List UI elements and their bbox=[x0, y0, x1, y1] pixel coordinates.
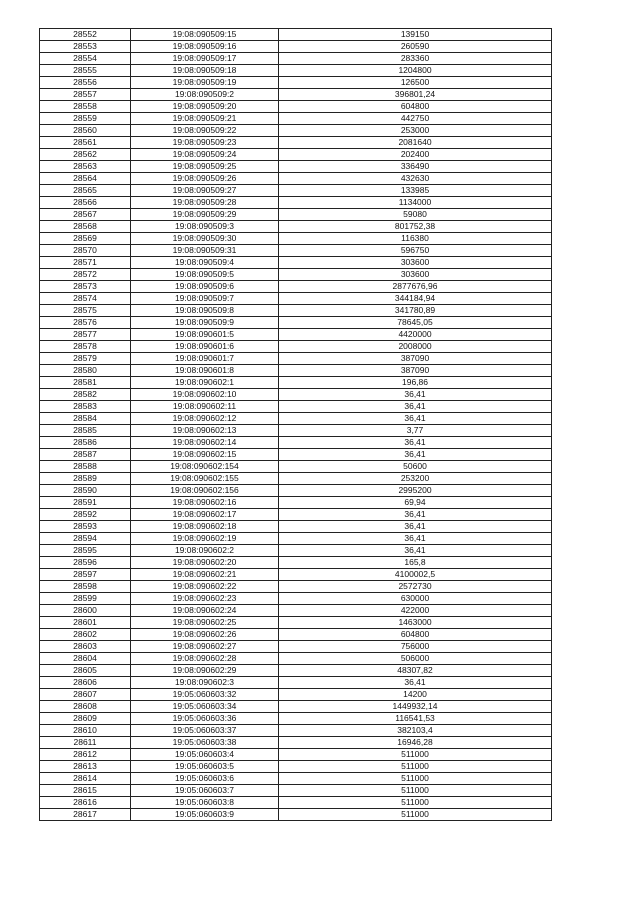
table-row bbox=[40, 797, 552, 809]
value-cell: 1463000 bbox=[279, 617, 552, 629]
row-number-cell: 28616 bbox=[40, 797, 131, 809]
value-cell: 2995200 bbox=[279, 485, 552, 497]
value-cell: 253200 bbox=[279, 473, 552, 485]
cadastral-number-cell: 19:08:090602:10 bbox=[131, 389, 279, 401]
table-row bbox=[40, 605, 552, 617]
row-number-cell: 28593 bbox=[40, 521, 131, 533]
cadastral-number-cell: 19:08:090602:23 bbox=[131, 593, 279, 605]
table-row bbox=[40, 593, 552, 605]
row-number-cell: 28556 bbox=[40, 77, 131, 89]
row-number-cell: 28601 bbox=[40, 617, 131, 629]
cadastral-number-cell: 19:05:060603:8 bbox=[131, 797, 279, 809]
cadastral-number-cell: 19:08:090509:18 bbox=[131, 65, 279, 77]
value-cell: 387090 bbox=[279, 365, 552, 377]
cadastral-number-cell: 19:08:090601:6 bbox=[131, 341, 279, 353]
value-cell: 36,41 bbox=[279, 449, 552, 461]
row-number-cell: 28611 bbox=[40, 737, 131, 749]
table-row bbox=[40, 161, 552, 173]
row-number-cell: 28595 bbox=[40, 545, 131, 557]
table-row bbox=[40, 701, 552, 713]
table-row bbox=[40, 137, 552, 149]
row-number-cell: 28607 bbox=[40, 689, 131, 701]
cadastral-number-cell: 19:05:060603:4 bbox=[131, 749, 279, 761]
cadastral-number-cell: 19:08:090509:25 bbox=[131, 161, 279, 173]
value-cell: 596750 bbox=[279, 245, 552, 257]
cadastral-number-cell: 19:08:090509:27 bbox=[131, 185, 279, 197]
cadastral-number-cell: 19:05:060603:37 bbox=[131, 725, 279, 737]
cadastral-number-cell: 19:08:090602:26 bbox=[131, 629, 279, 641]
cadastral-number-cell: 19:08:090602:27 bbox=[131, 641, 279, 653]
row-number-cell: 28554 bbox=[40, 53, 131, 65]
row-number-cell: 28615 bbox=[40, 785, 131, 797]
value-cell: 36,41 bbox=[279, 545, 552, 557]
table-row bbox=[40, 497, 552, 509]
row-number-cell: 28617 bbox=[40, 809, 131, 821]
row-number-cell: 28596 bbox=[40, 557, 131, 569]
value-cell: 116380 bbox=[279, 233, 552, 245]
cadastral-number-cell: 19:08:090509:7 bbox=[131, 293, 279, 305]
row-number-cell: 28573 bbox=[40, 281, 131, 293]
table-row bbox=[40, 29, 552, 41]
table-row bbox=[40, 641, 552, 653]
table-row bbox=[40, 485, 552, 497]
value-cell: 36,41 bbox=[279, 413, 552, 425]
row-number-cell: 28568 bbox=[40, 221, 131, 233]
table-row bbox=[40, 569, 552, 581]
table-row bbox=[40, 401, 552, 413]
row-number-cell: 28561 bbox=[40, 137, 131, 149]
value-cell: 511000 bbox=[279, 749, 552, 761]
value-cell: 126500 bbox=[279, 77, 552, 89]
value-cell: 36,41 bbox=[279, 533, 552, 545]
table-row bbox=[40, 125, 552, 137]
row-number-cell: 28563 bbox=[40, 161, 131, 173]
row-number-cell: 28586 bbox=[40, 437, 131, 449]
row-number-cell: 28562 bbox=[40, 149, 131, 161]
value-cell: 14200 bbox=[279, 689, 552, 701]
value-cell: 139150 bbox=[279, 29, 552, 41]
table-row bbox=[40, 581, 552, 593]
cadastral-number-cell: 19:08:090601:8 bbox=[131, 365, 279, 377]
cadastral-number-cell: 19:05:060603:5 bbox=[131, 761, 279, 773]
value-cell: 506000 bbox=[279, 653, 552, 665]
value-cell: 604800 bbox=[279, 101, 552, 113]
table-row bbox=[40, 185, 552, 197]
table-row bbox=[40, 725, 552, 737]
row-number-cell: 28578 bbox=[40, 341, 131, 353]
row-number-cell: 28613 bbox=[40, 761, 131, 773]
table-row bbox=[40, 89, 552, 101]
cadastral-number-cell: 19:08:090509:8 bbox=[131, 305, 279, 317]
table-row bbox=[40, 77, 552, 89]
cadastral-number-cell: 19:08:090509:24 bbox=[131, 149, 279, 161]
row-number-cell: 28576 bbox=[40, 317, 131, 329]
table-row bbox=[40, 365, 552, 377]
row-number-cell: 28552 bbox=[40, 29, 131, 41]
row-number-cell: 28604 bbox=[40, 653, 131, 665]
value-cell: 2877676,96 bbox=[279, 281, 552, 293]
table-row bbox=[40, 809, 552, 821]
table-row bbox=[40, 305, 552, 317]
row-number-cell: 28589 bbox=[40, 473, 131, 485]
value-cell: 442750 bbox=[279, 113, 552, 125]
row-number-cell: 28560 bbox=[40, 125, 131, 137]
table-row bbox=[40, 269, 552, 281]
cadastral-number-cell: 19:08:090509:20 bbox=[131, 101, 279, 113]
row-number-cell: 28569 bbox=[40, 233, 131, 245]
table-row bbox=[40, 53, 552, 65]
table-row bbox=[40, 389, 552, 401]
table-row bbox=[40, 209, 552, 221]
row-number-cell: 28584 bbox=[40, 413, 131, 425]
table-row bbox=[40, 197, 552, 209]
cadastral-number-cell: 19:08:090509:17 bbox=[131, 53, 279, 65]
table-row bbox=[40, 461, 552, 473]
row-number-cell: 28594 bbox=[40, 533, 131, 545]
cadastral-number-cell: 19:08:090602:29 bbox=[131, 665, 279, 677]
row-number-cell: 28610 bbox=[40, 725, 131, 737]
row-number-cell: 28598 bbox=[40, 581, 131, 593]
table-row bbox=[40, 65, 552, 77]
row-number-cell: 28603 bbox=[40, 641, 131, 653]
cadastral-number-cell: 19:08:090509:16 bbox=[131, 41, 279, 53]
value-cell: 344184,94 bbox=[279, 293, 552, 305]
row-number-cell: 28565 bbox=[40, 185, 131, 197]
table-row bbox=[40, 617, 552, 629]
table-row bbox=[40, 713, 552, 725]
value-cell: 69,94 bbox=[279, 497, 552, 509]
row-number-cell: 28602 bbox=[40, 629, 131, 641]
value-cell: 116541,53 bbox=[279, 713, 552, 725]
table-row bbox=[40, 113, 552, 125]
row-number-cell: 28591 bbox=[40, 497, 131, 509]
table-row bbox=[40, 41, 552, 53]
cadastral-number-cell: 19:08:090509:5 bbox=[131, 269, 279, 281]
value-cell: 422000 bbox=[279, 605, 552, 617]
value-cell: 253000 bbox=[279, 125, 552, 137]
cadastral-number-cell: 19:08:090509:22 bbox=[131, 125, 279, 137]
cadastral-number-cell: 19:05:060603:7 bbox=[131, 785, 279, 797]
table-row bbox=[40, 449, 552, 461]
table-row bbox=[40, 377, 552, 389]
table-row bbox=[40, 533, 552, 545]
cadastral-number-cell: 19:08:090509:9 bbox=[131, 317, 279, 329]
row-number-cell: 28558 bbox=[40, 101, 131, 113]
value-cell: 336490 bbox=[279, 161, 552, 173]
cadastral-number-cell: 19:08:090509:31 bbox=[131, 245, 279, 257]
table-row bbox=[40, 509, 552, 521]
value-cell: 511000 bbox=[279, 809, 552, 821]
table-row bbox=[40, 557, 552, 569]
value-cell: 604800 bbox=[279, 629, 552, 641]
value-cell: 283360 bbox=[279, 53, 552, 65]
row-number-cell: 28599 bbox=[40, 593, 131, 605]
row-number-cell: 28570 bbox=[40, 245, 131, 257]
cadastral-number-cell: 19:08:090602:156 bbox=[131, 485, 279, 497]
table-row bbox=[40, 329, 552, 341]
value-cell: 511000 bbox=[279, 797, 552, 809]
table-row bbox=[40, 281, 552, 293]
row-number-cell: 28557 bbox=[40, 89, 131, 101]
data-table bbox=[39, 28, 552, 821]
value-cell: 133985 bbox=[279, 185, 552, 197]
table-row bbox=[40, 245, 552, 257]
value-cell: 196,86 bbox=[279, 377, 552, 389]
cadastral-number-cell: 19:08:090602:16 bbox=[131, 497, 279, 509]
table-row bbox=[40, 437, 552, 449]
value-cell: 801752,38 bbox=[279, 221, 552, 233]
cadastral-number-cell: 19:08:090602:25 bbox=[131, 617, 279, 629]
row-number-cell: 28587 bbox=[40, 449, 131, 461]
table-row bbox=[40, 677, 552, 689]
cadastral-number-cell: 19:05:060603:38 bbox=[131, 737, 279, 749]
cadastral-number-cell: 19:08:090602:19 bbox=[131, 533, 279, 545]
row-number-cell: 28583 bbox=[40, 401, 131, 413]
row-number-cell: 28612 bbox=[40, 749, 131, 761]
cadastral-number-cell: 19:08:090602:28 bbox=[131, 653, 279, 665]
table-row bbox=[40, 257, 552, 269]
row-number-cell: 28571 bbox=[40, 257, 131, 269]
row-number-cell: 28609 bbox=[40, 713, 131, 725]
row-number-cell: 28580 bbox=[40, 365, 131, 377]
cadastral-number-cell: 19:08:090602:11 bbox=[131, 401, 279, 413]
cadastral-number-cell: 19:08:090602:154 bbox=[131, 461, 279, 473]
cadastral-number-cell: 19:05:060603:36 bbox=[131, 713, 279, 725]
table-row bbox=[40, 293, 552, 305]
cadastral-number-cell: 19:08:090509:4 bbox=[131, 257, 279, 269]
table-row bbox=[40, 101, 552, 113]
cadastral-number-cell: 19:08:090602:20 bbox=[131, 557, 279, 569]
row-number-cell: 28566 bbox=[40, 197, 131, 209]
row-number-cell: 28575 bbox=[40, 305, 131, 317]
row-number-cell: 28574 bbox=[40, 293, 131, 305]
row-number-cell: 28608 bbox=[40, 701, 131, 713]
value-cell: 36,41 bbox=[279, 401, 552, 413]
value-cell: 4100002,5 bbox=[279, 569, 552, 581]
cadastral-number-cell: 19:08:090509:15 bbox=[131, 29, 279, 41]
value-cell: 36,41 bbox=[279, 509, 552, 521]
cadastral-number-cell: 19:08:090602:17 bbox=[131, 509, 279, 521]
cadastral-number-cell: 19:08:090509:21 bbox=[131, 113, 279, 125]
value-cell: 303600 bbox=[279, 257, 552, 269]
value-cell: 303600 bbox=[279, 269, 552, 281]
cadastral-number-cell: 19:08:090602:1 bbox=[131, 377, 279, 389]
cadastral-number-cell: 19:08:090509:3 bbox=[131, 221, 279, 233]
row-number-cell: 28606 bbox=[40, 677, 131, 689]
cadastral-number-cell: 19:08:090602:18 bbox=[131, 521, 279, 533]
table-body bbox=[40, 29, 552, 821]
value-cell: 511000 bbox=[279, 773, 552, 785]
value-cell: 48307,82 bbox=[279, 665, 552, 677]
value-cell: 396801,24 bbox=[279, 89, 552, 101]
table-row bbox=[40, 149, 552, 161]
value-cell: 36,41 bbox=[279, 677, 552, 689]
table-row bbox=[40, 413, 552, 425]
value-cell: 50600 bbox=[279, 461, 552, 473]
table-row bbox=[40, 173, 552, 185]
row-number-cell: 28559 bbox=[40, 113, 131, 125]
value-cell: 511000 bbox=[279, 761, 552, 773]
cadastral-number-cell: 19:05:060603:32 bbox=[131, 689, 279, 701]
value-cell: 36,41 bbox=[279, 389, 552, 401]
table-row bbox=[40, 317, 552, 329]
cadastral-number-cell: 19:08:090602:155 bbox=[131, 473, 279, 485]
row-number-cell: 28581 bbox=[40, 377, 131, 389]
value-cell: 165,8 bbox=[279, 557, 552, 569]
value-cell: 756000 bbox=[279, 641, 552, 653]
value-cell: 36,41 bbox=[279, 437, 552, 449]
cadastral-number-cell: 19:08:090509:19 bbox=[131, 77, 279, 89]
table-row bbox=[40, 545, 552, 557]
table-row bbox=[40, 233, 552, 245]
table-row bbox=[40, 665, 552, 677]
value-cell: 16946,28 bbox=[279, 737, 552, 749]
value-cell: 387090 bbox=[279, 353, 552, 365]
row-number-cell: 28567 bbox=[40, 209, 131, 221]
cadastral-number-cell: 19:08:090509:28 bbox=[131, 197, 279, 209]
table-row bbox=[40, 353, 552, 365]
cadastral-number-cell: 19:08:090601:7 bbox=[131, 353, 279, 365]
row-number-cell: 28555 bbox=[40, 65, 131, 77]
value-cell: 511000 bbox=[279, 785, 552, 797]
value-cell: 2081640 bbox=[279, 137, 552, 149]
value-cell: 59080 bbox=[279, 209, 552, 221]
value-cell: 1134000 bbox=[279, 197, 552, 209]
value-cell: 3,77 bbox=[279, 425, 552, 437]
cadastral-number-cell: 19:08:090509:2 bbox=[131, 89, 279, 101]
row-number-cell: 28585 bbox=[40, 425, 131, 437]
cadastral-number-cell: 19:08:090602:22 bbox=[131, 581, 279, 593]
table-row bbox=[40, 629, 552, 641]
cadastral-number-cell: 19:08:090602:12 bbox=[131, 413, 279, 425]
table-row bbox=[40, 785, 552, 797]
cadastral-number-cell: 19:05:060603:6 bbox=[131, 773, 279, 785]
row-number-cell: 28564 bbox=[40, 173, 131, 185]
value-cell: 36,41 bbox=[279, 521, 552, 533]
row-number-cell: 28577 bbox=[40, 329, 131, 341]
row-number-cell: 28553 bbox=[40, 41, 131, 53]
table-row bbox=[40, 221, 552, 233]
value-cell: 2572730 bbox=[279, 581, 552, 593]
cadastral-number-cell: 19:08:090602:24 bbox=[131, 605, 279, 617]
cadastral-number-cell: 19:08:090601:5 bbox=[131, 329, 279, 341]
cadastral-number-cell: 19:08:090509:29 bbox=[131, 209, 279, 221]
cadastral-number-cell: 19:08:090602:15 bbox=[131, 449, 279, 461]
value-cell: 1204800 bbox=[279, 65, 552, 77]
cadastral-number-cell: 19:08:090602:21 bbox=[131, 569, 279, 581]
table-row bbox=[40, 425, 552, 437]
table-row bbox=[40, 689, 552, 701]
value-cell: 432630 bbox=[279, 173, 552, 185]
row-number-cell: 28597 bbox=[40, 569, 131, 581]
table-row bbox=[40, 749, 552, 761]
row-number-cell: 28572 bbox=[40, 269, 131, 281]
row-number-cell: 28614 bbox=[40, 773, 131, 785]
cadastral-number-cell: 19:05:060603:9 bbox=[131, 809, 279, 821]
cadastral-number-cell: 19:05:060603:34 bbox=[131, 701, 279, 713]
row-number-cell: 28582 bbox=[40, 389, 131, 401]
value-cell: 4420000 bbox=[279, 329, 552, 341]
table-row bbox=[40, 521, 552, 533]
value-cell: 260590 bbox=[279, 41, 552, 53]
table-row bbox=[40, 773, 552, 785]
value-cell: 1449932,14 bbox=[279, 701, 552, 713]
cadastral-number-cell: 19:08:090509:30 bbox=[131, 233, 279, 245]
cadastral-number-cell: 19:08:090602:13 bbox=[131, 425, 279, 437]
cadastral-number-cell: 19:08:090602:14 bbox=[131, 437, 279, 449]
cadastral-number-cell: 19:08:090509:6 bbox=[131, 281, 279, 293]
table-row bbox=[40, 737, 552, 749]
cadastral-number-cell: 19:08:090509:23 bbox=[131, 137, 279, 149]
row-number-cell: 28588 bbox=[40, 461, 131, 473]
value-cell: 341780,89 bbox=[279, 305, 552, 317]
table-row bbox=[40, 653, 552, 665]
cadastral-number-cell: 19:08:090602:2 bbox=[131, 545, 279, 557]
row-number-cell: 28605 bbox=[40, 665, 131, 677]
value-cell: 78645,05 bbox=[279, 317, 552, 329]
row-number-cell: 28590 bbox=[40, 485, 131, 497]
table-row bbox=[40, 761, 552, 773]
cadastral-number-cell: 19:08:090509:26 bbox=[131, 173, 279, 185]
row-number-cell: 28600 bbox=[40, 605, 131, 617]
value-cell: 202400 bbox=[279, 149, 552, 161]
row-number-cell: 28592 bbox=[40, 509, 131, 521]
cadastral-number-cell: 19:08:090602:3 bbox=[131, 677, 279, 689]
value-cell: 382103,4 bbox=[279, 725, 552, 737]
table-row bbox=[40, 341, 552, 353]
value-cell: 630000 bbox=[279, 593, 552, 605]
value-cell: 2008000 bbox=[279, 341, 552, 353]
row-number-cell: 28579 bbox=[40, 353, 131, 365]
table-row bbox=[40, 473, 552, 485]
